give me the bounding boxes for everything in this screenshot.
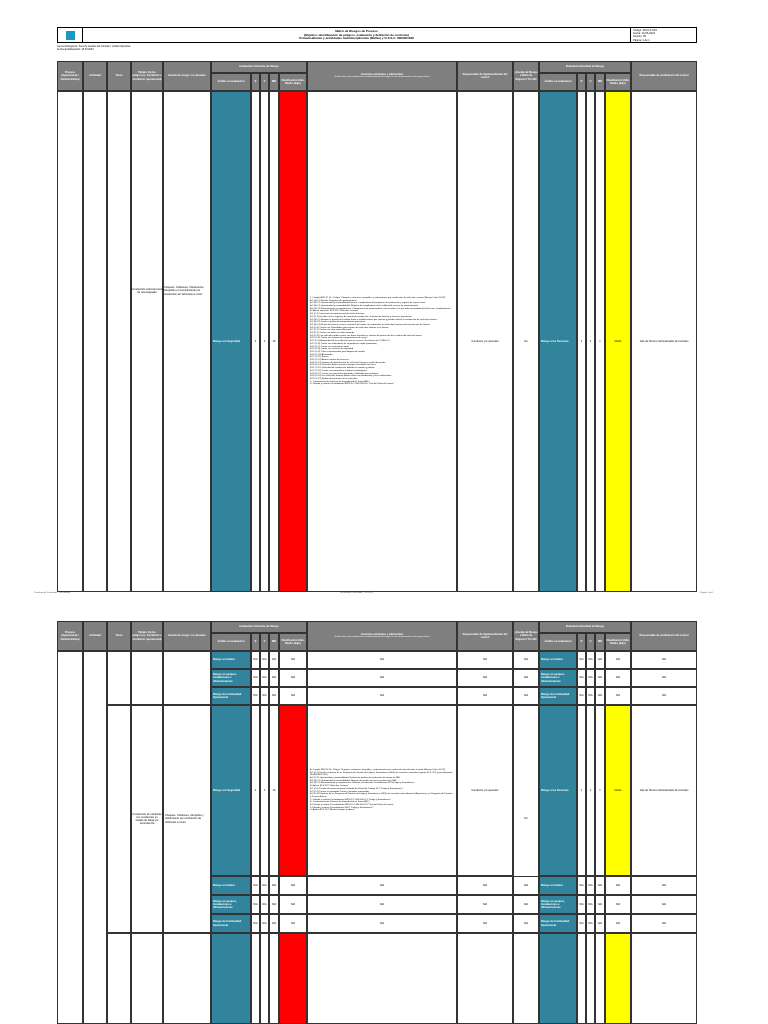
cell-mr: 16 <box>269 91 279 592</box>
control-item: B.5 (SC-3) El tipo de licencia y nivel y controles del chofer son requeridos en vehículos livianos para transitar por las faenas <box>310 323 430 326</box>
row-escala: N/A <box>513 687 539 705</box>
header-ambito-residual: Ámbito en evaluación <box>539 633 577 651</box>
row-clasificacion: N/A <box>279 914 307 933</box>
row-resp-verificacion: N/A <box>631 669 697 687</box>
cell-escala: No <box>513 705 539 933</box>
row-p-residual: N/A <box>577 669 586 687</box>
control-item: B.3 (SC-1) Realizar la gestión del cambio frente a modificaciones que afecten y puedan afectar la conducción de vehículos livianos <box>310 318 437 321</box>
risk-matrix-table-2 <box>57 621 697 1024</box>
header-responsable: Responsable de implementación del control <box>457 61 513 91</box>
row-clasificacion-residual: N/A <box>605 914 631 933</box>
cell-c: 4 <box>260 705 269 876</box>
header-eval-residual: Evaluación Residual de Riesgo <box>539 61 631 73</box>
control-item: F. Difundir y evaluar Procedimiento SIGO "Fatiga y Somnolencia" <box>310 806 374 809</box>
cell-clasificacion-alto <box>279 91 307 592</box>
row-c-residual: N/A <box>586 895 595 914</box>
row-mr: N/A <box>269 895 279 914</box>
header-mr-residual: MR <box>595 633 605 651</box>
meta-line: Página: 1 de 1 <box>633 38 650 42</box>
control-item: C. Conformación de Jefatura de Seguridad de la Tarea (AST) <box>310 380 370 383</box>
control-item: B.21 (C-15) Velocidad de conducción definida en rampas y plantas <box>310 367 375 370</box>
cell-proceso <box>57 651 83 1024</box>
cell-mr-residual: 1 <box>595 705 605 876</box>
row-ambito-residual: Riesgo en equipos, instalaciones e infraestructuras <box>539 669 577 687</box>
header-p: P <box>251 633 260 651</box>
row-mr-residual: N/A <box>595 914 605 933</box>
row-resp-verificacion: N/A <box>631 914 697 933</box>
cell-ambito-residual-next <box>539 933 577 1024</box>
title-line: Polisubsidiarias y actividades multidisciplinarias (Mallas) y O.S.S.C. 6000001338 <box>299 36 414 41</box>
cell-tarea-next <box>107 933 131 1024</box>
document-meta <box>630 28 696 42</box>
row-ambito: Riesgo de Continuidad Operacional <box>211 687 251 705</box>
controles-list <box>310 769 454 812</box>
header-resp-verificacion: Responsable de verificación del control <box>631 61 697 91</box>
control-item: B.13 (C-7) Contar con neumáticos aptos <box>310 345 350 348</box>
row-mr: N/A <box>269 687 279 705</box>
row-responsable: N/A <box>457 687 513 705</box>
cell-tarea-block <box>107 705 131 933</box>
row-ambito-residual: Riesgo de Continuidad Operacional <box>539 914 577 933</box>
row-mr-residual: N/A <box>595 876 605 895</box>
row-clasificacion-residual: N/A <box>605 651 631 669</box>
control-item: A.2 (C-2) Operatividad y mantenibilidad: Evaluación médica de evaluación del riesgo de FAS <box>310 776 400 779</box>
cell-responsable: Conductor y/o operador <box>457 705 513 876</box>
header-escala: ¿Escala de Riesgo a Nivel de Negocio? SI / NO <box>513 621 539 651</box>
row-ambito-residual: Riesgo de Continuidad Operacional <box>539 687 577 705</box>
row-clasificacion: N/A <box>279 651 307 669</box>
row-mr-residual: N/A <box>595 687 605 705</box>
control-item: B.8 (C-2) Contar con baliza en altura formada <box>310 332 355 335</box>
control-item: B.10 (C-4) Contar con sistema de aseguramiento de carga <box>310 337 367 340</box>
header-p-residual: P <box>577 633 586 651</box>
header-resp-verificacion: Responsable de verificación del control <box>631 621 697 651</box>
cell-peligro-next <box>131 933 163 1024</box>
control-item: B.22 (C-16) Contar con neumáticos y llantas homologadas <box>310 369 367 372</box>
control-item: D. Conformación de Jefatura de Seguridad de la Tarea (AST) <box>310 801 370 804</box>
cell-p-residual: 1 <box>577 91 586 592</box>
cell-resp-verificacion-next <box>631 933 697 1024</box>
footer-center: Documento Controlado · 1/1/2024 <box>340 592 373 594</box>
cell-p-residual-next <box>577 933 586 1024</box>
cell-peligro-top <box>131 651 163 705</box>
row-responsable: N/A <box>457 669 513 687</box>
footer-right: Página 1 de 1 <box>700 592 714 594</box>
meta-line: Código: SIGO-F-004 <box>633 29 657 32</box>
row-clasificacion-residual: N/A <box>605 669 631 687</box>
cell-clasificacion-residual-next <box>605 933 631 1024</box>
control-item: B.14 (C-8) Contar con cinturón de seguridad <box>310 348 354 351</box>
row-ambito: Riesgo a la Salud <box>211 651 251 669</box>
cell-tarea-top <box>107 651 131 705</box>
control-item: 1. Cumplir RSD N° 16 - Peligro "Choques, colisiones, atropellos, y volcamientos por conducción de vehículos a motor (Riesgo Crítico N°16)" <box>310 296 446 299</box>
row-p: N/A <box>251 687 260 705</box>
row-responsable: N/A <box>457 876 513 895</box>
row-clasificacion-residual: N/A <box>605 687 631 705</box>
cell-tarea: Conducción de vehículos con conducción en estado de fatiga y/o somnolencia <box>131 705 163 933</box>
row-p-residual: N/A <box>577 651 586 669</box>
header-clasificacion: Clasificación (Alto, Medio, Bajo) <box>279 633 307 651</box>
control-item: B.3 (C-3) Disponer de un Programa de Gestión de Fatiga y Somnolencia (GFS) de acuerdo a procedimiento (Aspectos) y un Programa de Pruebas y Pausas Activas <box>310 793 453 798</box>
header-evento: Evento de riesgo / no deseado <box>163 621 211 651</box>
row-controles: N/A <box>307 651 457 669</box>
cell-clasificacion-next <box>279 933 307 1024</box>
row-ambito-residual: Riesgo en equipos, instalaciones e infraestructuras <box>539 895 577 914</box>
row-clasificacion-residual: N/A <box>605 876 631 895</box>
cell-peligro: Choques, Colisiones, Atropellos y Volcamiento por conducción de Vehículos a motor <box>163 705 211 933</box>
control-item: B.23 (C-17) Contar con personal capacitado y habilitado para conducir <box>310 372 379 375</box>
row-controles: N/A <box>307 914 457 933</box>
control-item: B.16 (C-10) Alzaruedas <box>310 353 333 356</box>
header-clasificacion-residual: Clasificación (Alto, Medio, Bajo) <box>605 633 631 651</box>
control-item: C. Difundir y evaluar Procedimiento MPG-PC-1706-SSO-17 "Fatiga y Somnolencia" <box>310 798 392 801</box>
cell-p: 2 <box>251 91 260 592</box>
control-item: B. Aplicar ECF N°4 "Vehículos Livianos" <box>310 785 349 788</box>
control-item: E. Difundir y evaluar Procedimiento MPG-PC-1706-SSO-07 "Uso del Vehículo Liviano" <box>310 804 394 807</box>
row-escala: N/A <box>513 669 539 687</box>
row-p-residual: N/A <box>577 914 586 933</box>
cell-responsable-next <box>457 933 513 1024</box>
cell-mr-residual: 1 <box>595 91 605 592</box>
risk-matrix-table-1 <box>57 61 697 592</box>
control-item: B.7 (C-1) Contar con cinta retrorreflectante <box>310 329 352 332</box>
control-item: G. Aplicar ECF N°4 "Alcohol, drogas y tabaco" <box>310 809 355 812</box>
cell-responsable: Conductor y/o operador <box>457 91 513 592</box>
cell-c-residual-next <box>586 933 595 1024</box>
cell-ambito-residual: Riesgo a las Personas <box>539 91 577 592</box>
row-c: N/A <box>260 876 269 895</box>
control-item: A.1 (C-1) Diseño: Disponer de un Programa de Gestión de Fatiga y Somnolencia (GFS) de acuerdo a normativa vigente (D.S. 2/2) y procedimiento (SGM-PROP-001) <box>310 771 453 777</box>
row-c-residual: N/A <box>586 876 595 895</box>
control-item: B.9 (C-3) Las vehículos deben contar con barra antivuelco y sistema de protección de la cabina del vehículo liviano <box>310 334 422 337</box>
subheader-line: Fecha de Elaboración: 15.03.2024 <box>57 48 94 51</box>
control-item: A.4 (SC-2) Entrenamiento y competencias: Difusión y evaluación Procedimiento SPG Fatiga y Somnolencia <box>310 782 415 785</box>
cell-clasificacion-residual: Medio <box>605 91 631 592</box>
control-item: B.18 (C-12) Alarma sonora de retroceso <box>310 359 349 362</box>
header-eval-inherente: Evaluación inherente de Riesgo <box>211 61 307 73</box>
control-item: B.24 (C-18) Los vehículos livianos deben contar con banderolas y luces reflectantes <box>310 375 392 378</box>
row-p-residual: N/A <box>577 895 586 914</box>
cell-actividad <box>83 651 107 1024</box>
controles-subtitle: (Deben darse de partida para la administración del riesgo en sus consecuencias del riesgo crítico) <box>334 636 430 638</box>
cell-mr-next <box>269 933 279 1024</box>
control-item: A.4 (SC-4) Entrenamiento y competencias: Competencia de mantenedores está acordes a lo que indica procedimiento (licencias, nombramiento) <box>310 307 451 310</box>
header-c: C <box>260 73 269 91</box>
meta-line: Versión: 06 <box>633 35 646 39</box>
cell-tarea-wrap <box>107 91 131 592</box>
cell-c-residual: 1 <box>586 91 595 592</box>
cell-ambito: Riesgo a la Seguridad <box>211 91 251 592</box>
row-escala: N/A <box>513 914 539 933</box>
header-tarea: Tarea <box>107 61 131 91</box>
header-actividad: Actividad <box>83 61 107 91</box>
cell-clasificacion-alto <box>279 705 307 876</box>
header-controles <box>307 621 457 651</box>
row-p: N/A <box>251 914 260 933</box>
row-mr-residual: N/A <box>595 669 605 687</box>
header-peligro: Peligro (Actos peligrosos, Condición o Condición operacional) <box>131 61 163 91</box>
row-c: N/A <box>260 895 269 914</box>
cell-tarea-subwrap <box>131 91 163 592</box>
control-item: B.17 (C-11) Bocina <box>310 356 329 359</box>
row-mr-residual: N/A <box>595 895 605 914</box>
control-item: A.1 (SC-1) Diseño: Programa de mantenimiento <box>310 299 357 302</box>
footer-left: Clasificación Propiedad · Uso Interno <box>34 592 71 594</box>
row-escala: N/A <box>513 876 539 895</box>
controles-title: Controles existentes y adicionales <box>360 632 404 636</box>
control-item: B. Aplicar requisitos ECF N°4 "Vehículos Livianos" <box>310 310 359 313</box>
control-item: B.2 (C-2) Poseer un aprobado Turnos y jornadas autorizados <box>310 790 370 793</box>
row-mr: N/A <box>269 914 279 933</box>
row-controles: N/A <box>307 895 457 914</box>
cell-evento-wrap <box>163 91 211 592</box>
row-clasificacion: N/A <box>279 895 307 914</box>
row-escala: N/A <box>513 895 539 914</box>
header-ambito-residual: Ámbito en evaluación <box>539 73 577 91</box>
header-mr: MR <box>269 633 279 651</box>
header-mr-residual: MR <box>595 73 605 91</box>
cell-p-residual: 1 <box>577 705 586 876</box>
row-clasificacion-residual: N/A <box>605 895 631 914</box>
cell-ambito-next <box>211 933 251 1024</box>
row-p: N/A <box>251 669 260 687</box>
cell-escala-next <box>513 933 539 1024</box>
subheader-line: Gerencia Regional / Área de Gestión del Contrato / Unidad Operativa <box>57 45 131 48</box>
row-resp-verificacion: N/A <box>631 687 697 705</box>
row-p-residual: N/A <box>577 687 586 705</box>
header-tarea: Tarea <box>107 621 131 651</box>
company-logo <box>58 28 83 42</box>
header-ambito: Ámbito en evaluación <box>211 73 251 91</box>
header-c-residual: C <box>586 633 595 651</box>
controles-title: Controles existentes y adicionales <box>360 72 404 76</box>
meta-line: Fecha: 10-06-2024 <box>633 32 655 36</box>
row-c: N/A <box>260 914 269 933</box>
row-clasificacion: N/A <box>279 669 307 687</box>
row-ambito: Riesgo a la Salud <box>211 876 251 895</box>
row-mr: N/A <box>269 876 279 895</box>
header-evento: Evento de riesgo / no deseado <box>163 61 211 91</box>
row-mr-residual: N/A <box>595 651 605 669</box>
control-item: B.4 (SC-2) Contar con plan de mantenimiento preventivo <box>310 321 366 324</box>
header-proceso: Proceso (Operacional / Administrativo) <box>57 621 83 651</box>
row-controles: N/A <box>307 876 457 895</box>
cell-ambito-residual: Riesgo a las Personas <box>539 705 577 876</box>
controles-list <box>310 297 451 386</box>
title-line: (Objetivo: identificación de peligros, evaluación y definición de controles) <box>303 32 410 37</box>
cell-p: 2 <box>251 705 260 876</box>
control-item: B.19 (C-13) Sistema de identificación de vehículos livianos y radio adicionales <box>310 361 386 364</box>
control-item: B.1 (C-1) Inspección pre-operacional de vehículo liviano <box>310 313 365 316</box>
header-eval-residual: Evaluación Residual de Riesgo <box>539 621 631 633</box>
control-item: A.3 (SC-1) Operatividad y mantenibilidad: Reporte de gestión de casos positivos por FAS <box>310 779 397 782</box>
cell-escala: No <box>513 91 539 592</box>
cell-resp-verificacion: Jefe de Terreno Administrador de Contrato <box>631 91 697 592</box>
control-item: B.6 (C-4) Contar con Velocidades para ingreso de vehículos livianos a las faenas <box>310 326 389 329</box>
cell-controles <box>307 705 457 876</box>
control-item: B.25 (C-19) Radiocomunicación en los vehículos <box>310 377 358 380</box>
document-subheader <box>57 45 130 51</box>
controles-subtitle: (Deben darse de partida para la administración del riesgo en sus consecuencias del riesgo crítico) <box>334 76 430 78</box>
row-resp-verificacion: N/A <box>631 895 697 914</box>
cell-peligro: Choques, Colisiones, Volcamiento, Atropellos e Incumplimiento por conducción de Vehículos a motor <box>164 286 205 296</box>
cell-evento-top <box>163 651 211 705</box>
header-ambito: Ámbito en evaluación <box>211 633 251 651</box>
row-c: N/A <box>260 669 269 687</box>
control-item: B.11 (C-5) Antigüedad de los vehículos para el acceso a las faenas de CODELCO <box>310 340 390 343</box>
row-ambito-residual: Riesgo a la Salud <box>539 651 577 669</box>
cell-controles-next <box>307 933 457 1024</box>
header-escala: ¿Escala de Riesgo a Nivel de Negocio? SI / NO <box>513 61 539 91</box>
row-controles: N/A <box>307 669 457 687</box>
row-resp-verificacion: N/A <box>631 651 697 669</box>
header-clasificacion-residual: Clasificación (Alto, Medio, Bajo) <box>605 73 631 91</box>
row-c-residual: N/A <box>586 669 595 687</box>
cell-proceso <box>57 91 83 592</box>
cell-c: 4 <box>260 91 269 592</box>
control-item: A.3 (SC-3) Operatividad y mantenibilidad: Registro de cumplimiento de la calidad del servicio de mantenimiento <box>310 305 419 307</box>
header-p: P <box>251 73 260 91</box>
cell-ambito: Riesgo a la Seguridad <box>211 705 251 876</box>
cell-controles <box>307 91 457 592</box>
row-p: N/A <box>251 651 260 669</box>
control-item: B.1 (C-1) Prueba de reconocimiento Estándar de Salud del Trabajo STV "Fatiga y Somnolencia" <box>310 787 404 790</box>
row-p: N/A <box>251 876 260 895</box>
header-peligro: Peligro (Actos peligrosos, Condición o Condición operacional) <box>131 621 163 651</box>
header-clasificacion: Clasificación (Alto, Medio, Bajo) <box>279 73 307 91</box>
row-responsable: N/A <box>457 651 513 669</box>
cell-c-residual: 1 <box>586 705 595 876</box>
row-c: N/A <box>260 651 269 669</box>
row-ambito: Riesgo en equipos, instalaciones e infraestructuras <box>211 895 251 914</box>
header-c: C <box>260 633 269 651</box>
row-resp-verificacion: N/A <box>631 876 697 895</box>
row-p-residual: N/A <box>577 876 586 895</box>
cell-actividad <box>83 91 107 592</box>
row-c-residual: N/A <box>586 687 595 705</box>
header-eval-inherente: Evaluación inherente de Riesgo <box>211 621 307 633</box>
header-p-residual: P <box>577 73 586 91</box>
cell-clasificacion-residual: Medio <box>605 705 631 876</box>
header-proceso: Proceso (Operacional / Administrativo) <box>57 61 83 91</box>
cell-tarea: Conducción vehículo fuera de ruta asignada <box>131 287 163 294</box>
row-mr: N/A <box>269 651 279 669</box>
control-item: B.15 (C-9) Cuña o inmovilizador para bloqueo de ruedas <box>310 350 365 353</box>
cell-p-next <box>251 933 260 1024</box>
cell-evento-next <box>163 933 211 1024</box>
header-controles <box>307 61 457 91</box>
control-item: D. Difundir y evaluar Procedimiento MPG-PC-1706-SSO-07 "Uso del Vehículo Liviano" <box>310 383 394 386</box>
row-ambito: Riesgo en equipos, instalaciones e infraestructuras <box>211 669 251 687</box>
title-line: Matriz de Riesgos de Proceso <box>335 29 378 33</box>
cell-resp-verificacion: Jefe de Terreno Administrador de Contrato <box>631 705 697 876</box>
row-c: N/A <box>260 687 269 705</box>
cell-c-next <box>260 933 269 1024</box>
row-p: N/A <box>251 895 260 914</box>
control-item: B.2 (C-2) Escribir con los registros de control de conducción, autorización internas y licencias pertinentes <box>310 315 412 318</box>
header-c-residual: C <box>586 73 595 91</box>
control-item: B.12 (C-6) Contar con indicadores de seguridad en rejilla (mordazas) <box>310 342 377 345</box>
control-item: A.2 (SC-2) Operatividad y mantenibilidad interna: cumplimiento del programa de mantención y registro de inspecciones <box>310 302 426 305</box>
row-c-residual: N/A <box>586 651 595 669</box>
row-ambito: Riesgo de Continuidad Operacional <box>211 914 251 933</box>
row-controles: N/A <box>307 687 457 705</box>
row-escala: N/A <box>513 651 539 669</box>
row-ambito-residual: Riesgo a la Salud <box>539 876 577 895</box>
row-clasificacion: N/A <box>279 687 307 705</box>
control-item: A. Cumplir RSD N°16 - Peligro "Choques, colisiones, atropellos, y volcamientos por conducción de vehículos a motor (Riesgo Crítico N°16)" <box>310 768 446 771</box>
cell-mr: 16 <box>269 705 279 876</box>
control-item: B.20 (C-14) Vehículos deben transitar siempre encendidas las luces <box>310 364 376 367</box>
document-header <box>57 27 697 43</box>
row-responsable: N/A <box>457 914 513 933</box>
row-clasificacion: N/A <box>279 876 307 895</box>
row-c-residual: N/A <box>586 914 595 933</box>
header-mr: MR <box>269 73 279 91</box>
cell-mr-residual-next <box>595 933 605 1024</box>
document-title <box>83 28 630 42</box>
row-responsable: N/A <box>457 895 513 914</box>
header-responsable: Responsable de implementación del control <box>457 621 513 651</box>
row-mr: N/A <box>269 669 279 687</box>
header-actividad: Actividad <box>83 621 107 651</box>
